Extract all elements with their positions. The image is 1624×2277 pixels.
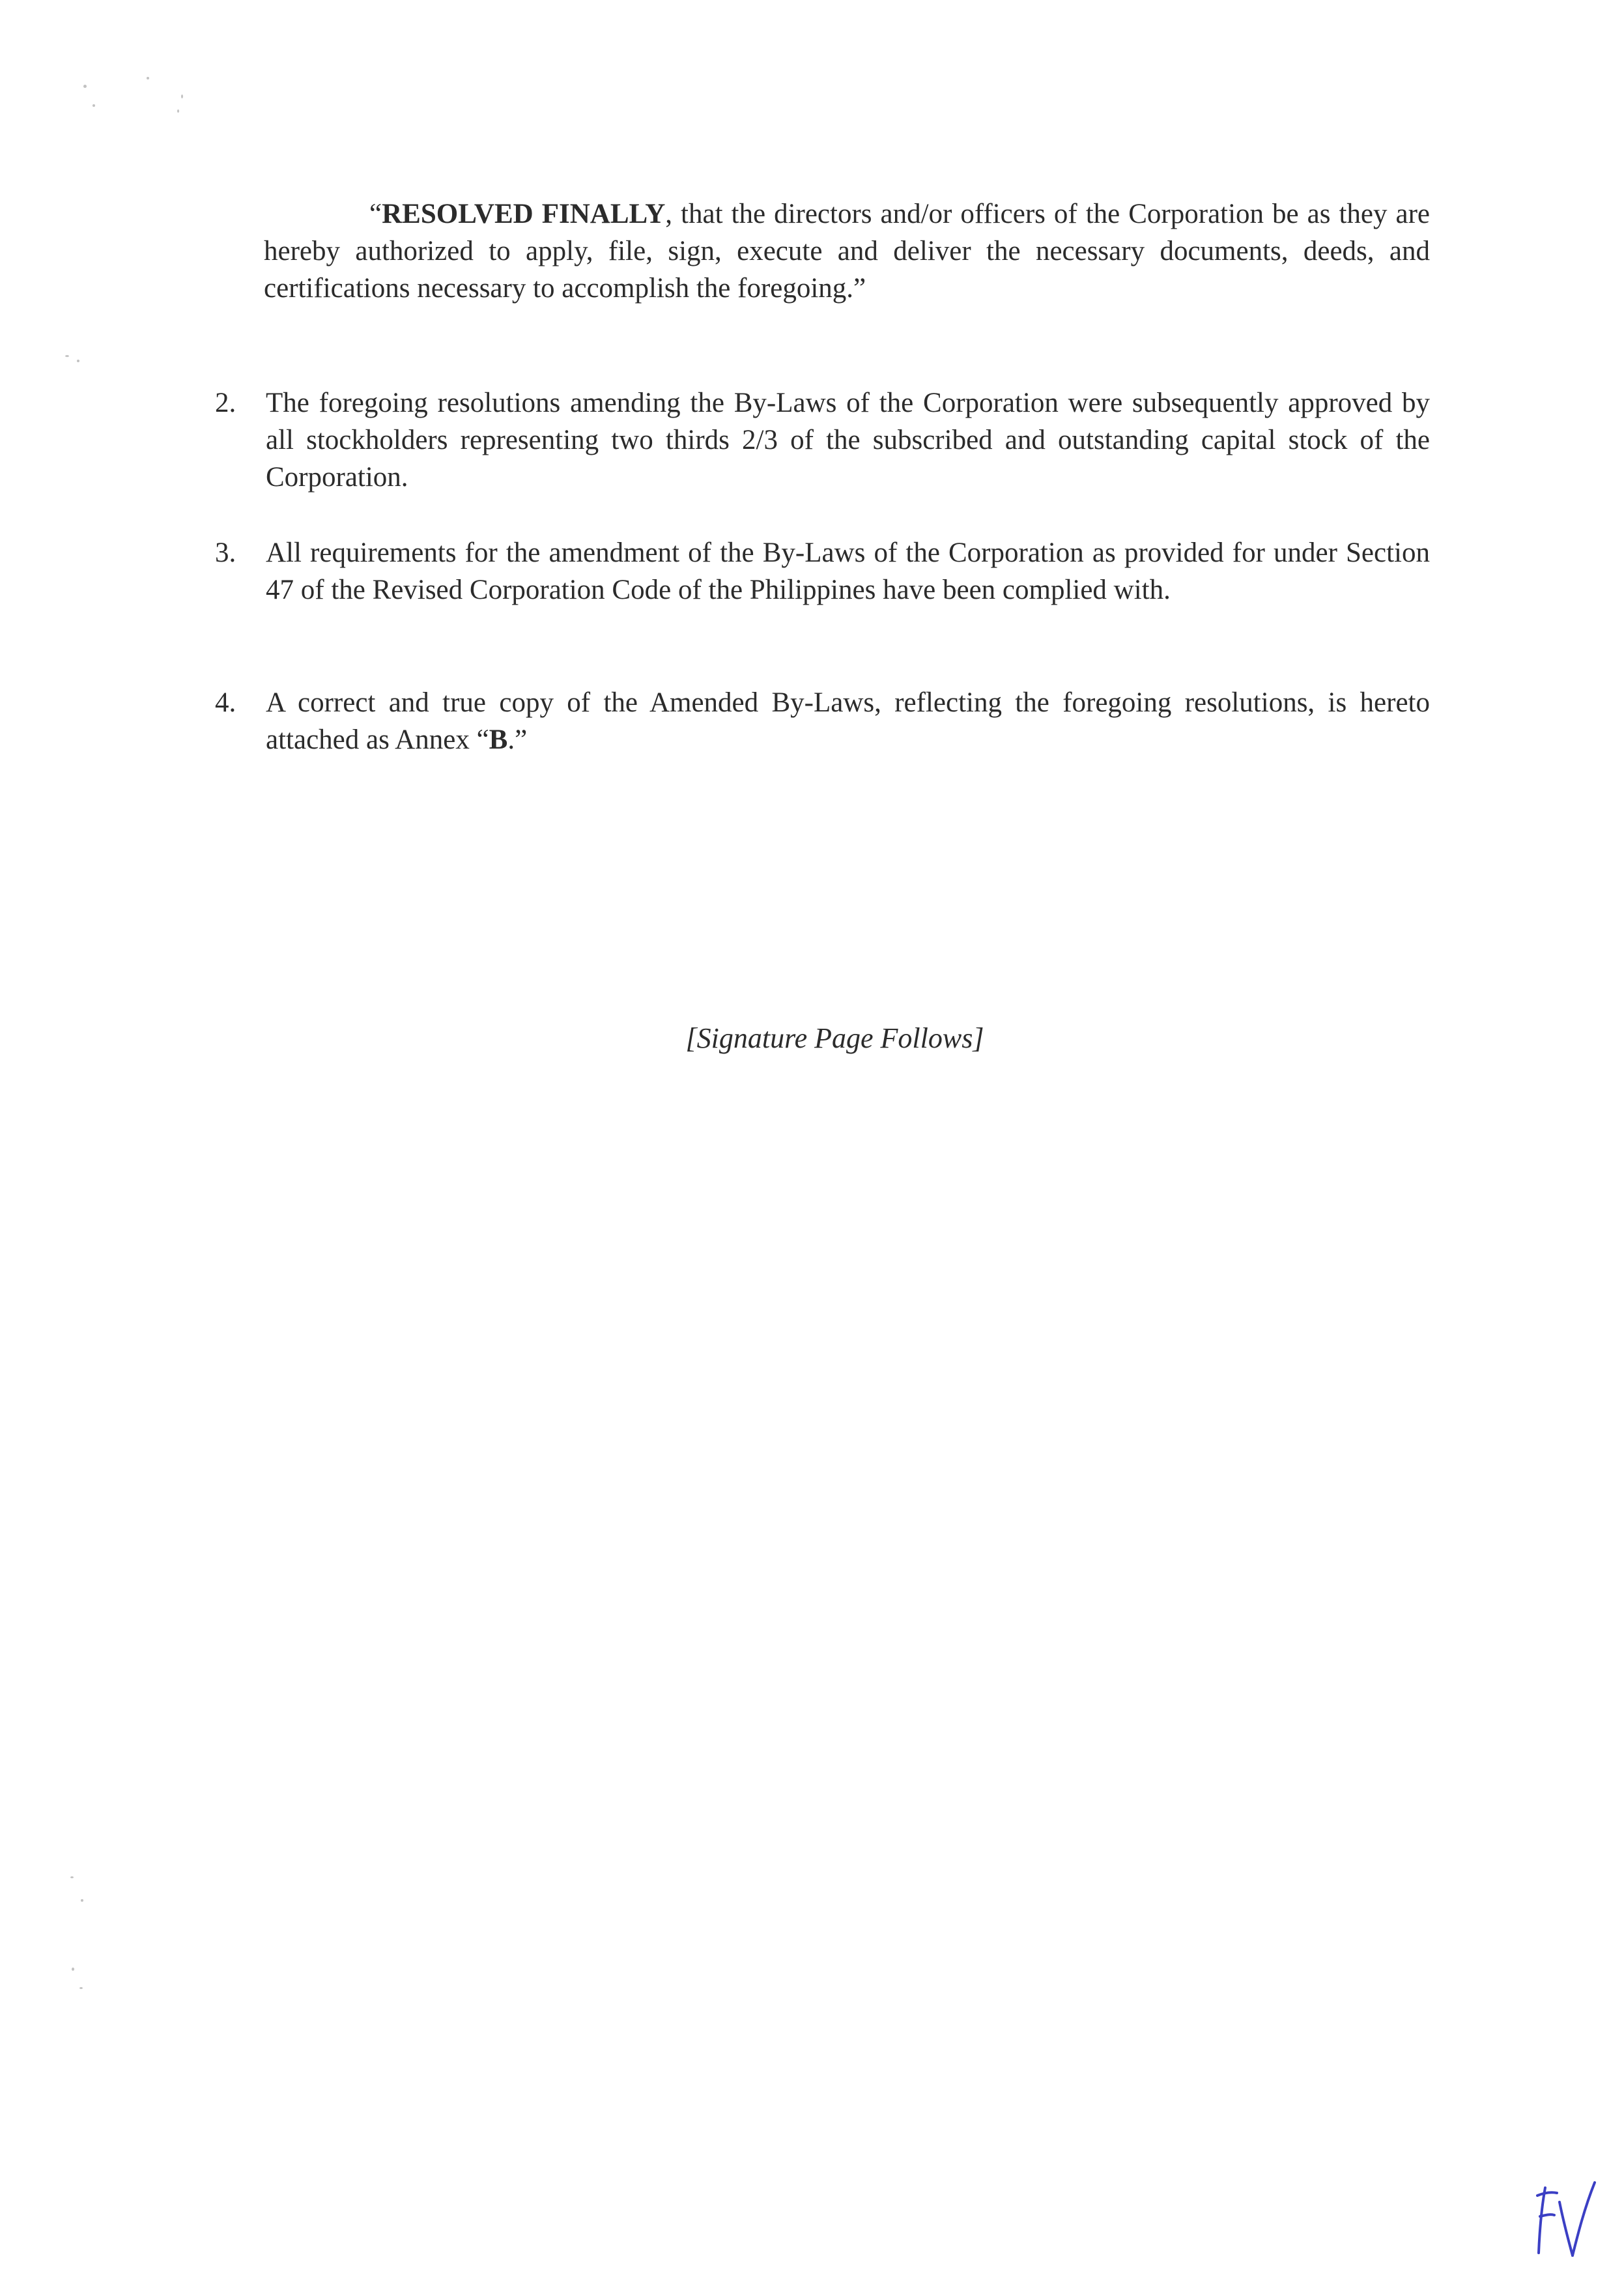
list-item-text: The foregoing resolutions amending the By-Laws of the Corporation were subsequently approved by all stockholders representing two thirds 2/3 of the subscribed and outstanding capital stock of the Corporation. — [266, 388, 1430, 493]
initials-signature-icon — [1531, 2176, 1603, 2261]
open-quote: “ — [369, 199, 382, 229]
list-item-number: 4. — [215, 687, 236, 718]
list-item-number: 2. — [215, 388, 236, 418]
list-item-text: All requirements for the amendment of the By-Laws of the Corporation as provided for under Section 47 of the Revised Corporation Code of the Philippines have been complied with. — [266, 537, 1430, 605]
list-item-number: 3. — [215, 537, 236, 568]
resolved-finally-text: , that the directors and/or officers of the Corporation be as they are hereby authorized to apply, file, sign, execute and deliver the necessary documents, deeds, and certifications necessary to accomplish the foregoing.” — [264, 199, 1430, 304]
resolved-finally-heading: RESOLVED FINALLY — [382, 199, 666, 229]
annex-text: A correct and true copy of the Amended By-Laws, reflecting the foregoing resolutions, is hereto attached as Annex “ — [266, 687, 1430, 755]
annex-closing: .” — [507, 724, 528, 755]
annex-letter: B — [489, 724, 508, 755]
resolved-finally-paragraph — [264, 195, 1430, 307]
signature-page-note: [Signature Page Follows] — [685, 1022, 984, 1054]
handwritten-initials — [1531, 2176, 1603, 2261]
list-item — [215, 384, 1430, 496]
list-item-text — [266, 684, 1430, 758]
list-item — [215, 534, 1430, 609]
list-item — [215, 684, 1430, 758]
